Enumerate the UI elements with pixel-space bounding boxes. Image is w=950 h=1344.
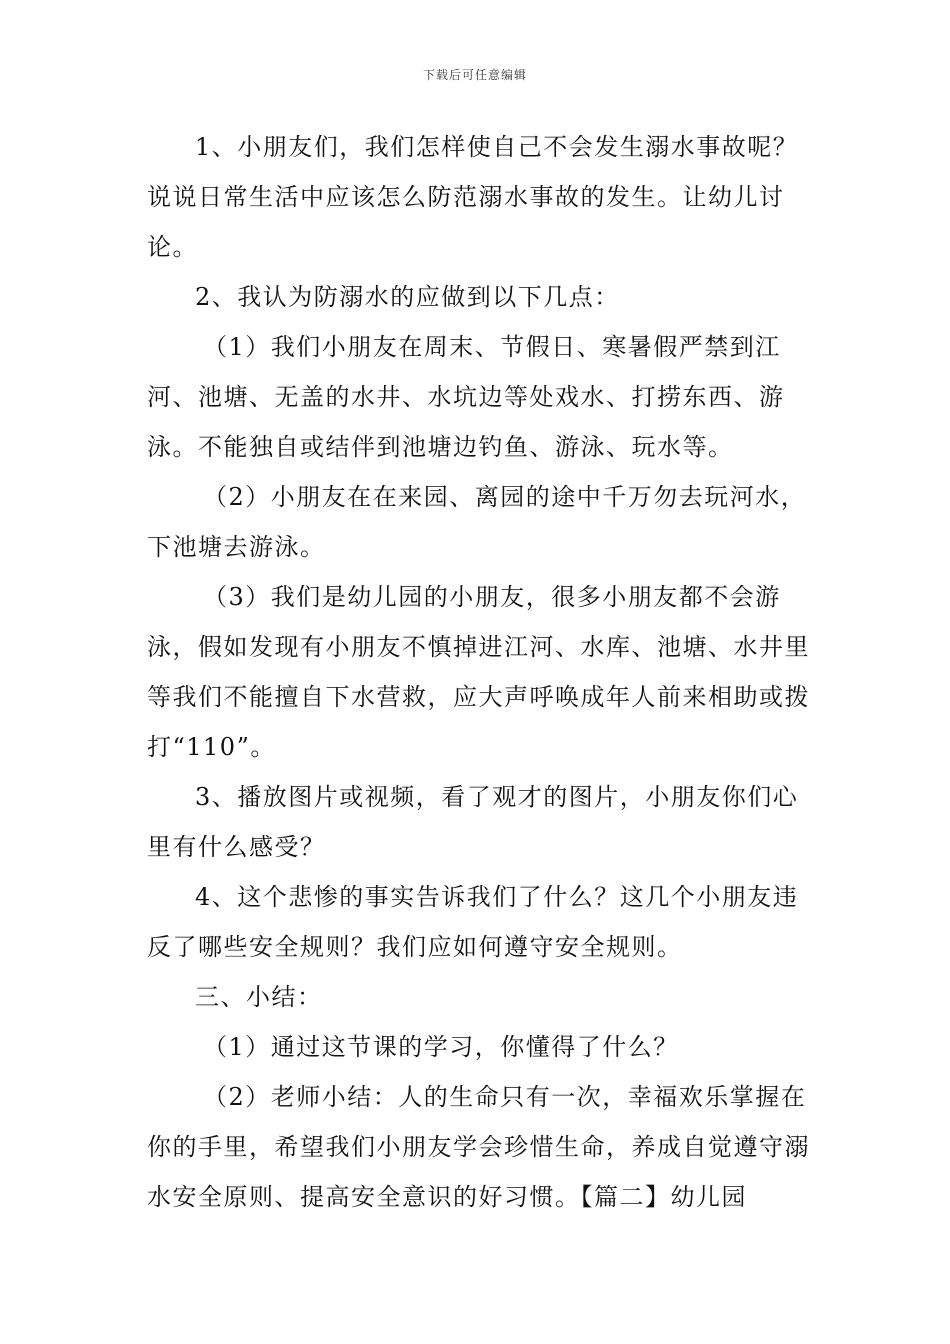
page-header-note: 下载后可任意编辑 [422, 68, 527, 82]
paragraph-5: （3）我们是幼儿园的小朋友，很多小朋友都不会游泳，假如发现有小朋友不慎掉进江河、水库、池塘、水井里等我们不能擅自下水营救，应大声呼唤成年人前来相助或拨打“110”。 [147, 583, 810, 761]
paragraph-7: 4、这个悲惨的事实告诉我们了什么？这几个小朋友违反了哪些安全规则？我们应如何遵守安全规则。 [147, 883, 799, 961]
paragraph-10: （2）老师小结：人的生命只有一次，幸福欢乐掌握在你的手里，希望我们小朋友学会珍惜生命，养成自觉遵守溺水安全原则、提高安全意识的好习惯。【篇二】幼儿园 [147, 1083, 810, 1211]
document-body [147, 122, 815, 1222]
paragraph-6: 3、播放图片或视频，看了观才的图片，小朋友你们心里有什么感受？ [147, 783, 799, 861]
paragraph-2: 2、我认为防溺水的应做到以下几点： [195, 283, 620, 311]
paragraph-1: 1、小朋友们，我们怎样使自己不会发生溺水事故呢？说说日常生活中应该怎么防范溺水事故的发生。让幼儿讨论。 [147, 133, 799, 261]
paragraph-9: （1）通过这节课的学习，你懂得了什么？ [203, 1033, 679, 1061]
paragraph-3: （1）我们小朋友在周末、节假日、寒暑假严禁到江河、池塘、无盖的水井、水坑边等处戏水、打捞东西、游泳。不能独自或结伴到池塘边钓鱼、游泳、玩水等。 [147, 333, 785, 461]
section-heading-summary: 三、小结： [195, 983, 323, 1011]
paragraph-4: （2）小朋友在在来园、离园的途中千万勿去玩河水，下池塘去游泳。 [147, 483, 807, 561]
